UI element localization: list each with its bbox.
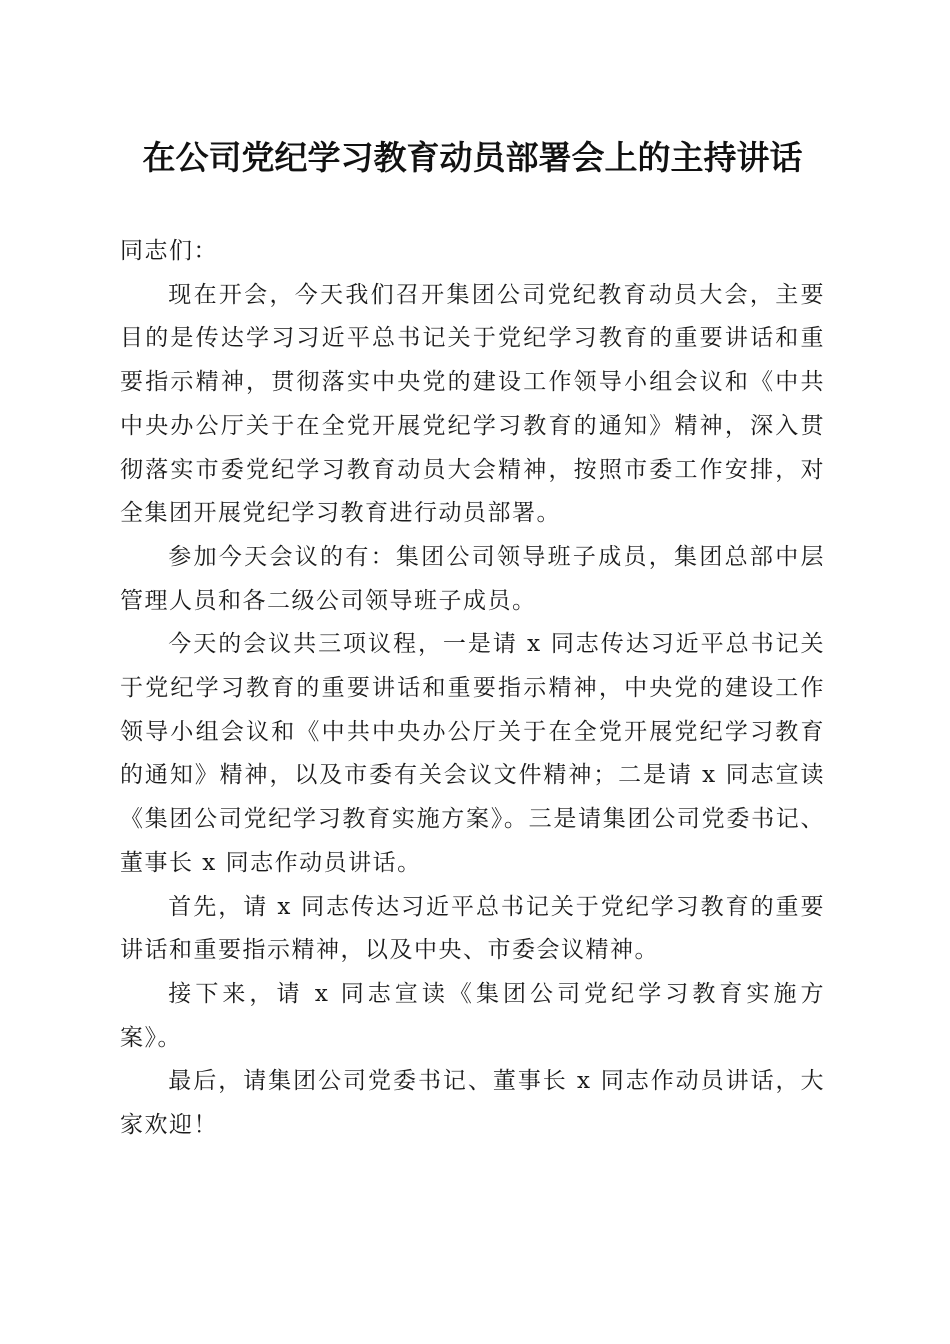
paragraph-opening: 现在开会，今天我们召开集团公司党纪教育动员大会，主要目的是传达学习习近平总书记关于党纪学习教育的重要讲话和重要指示精神，贯彻落实中央党的建设工作领导小组会议和《中共中央办公厅关于在全党开展党纪学习教育的通知》精神，深入贯彻落实市委党纪学习教育动员大会精神，按照市委工作安排，对全集团开展党纪学习教育进行动员部署。	[120, 281, 825, 527]
paragraph-first: 首先，请 x 同志传达习近平总书记关于党纪学习教育的重要讲话和重要指示精神，以及中央、市委会议精神。	[120, 893, 825, 964]
paragraph-attendees: 参加今天会议的有：集团公司领导班子成员，集团总部中层管理人员和各二级公司领导班子成员。	[120, 543, 825, 614]
document-body	[120, 230, 825, 1148]
document-title: 在公司党纪学习教育动员部署会上的主持讲话	[142, 138, 803, 177]
paragraph-last: 最后，请集团公司党委书记、董事长 x 同志作动员讲话，大家欢迎！	[120, 1068, 825, 1139]
paragraph-next: 接下来，请 x 同志宣读《集团公司党纪学习教育实施方案》。	[120, 980, 825, 1051]
paragraph-agenda: 今天的会议共三项议程，一是请 x 同志传达习近平总书记关于党纪学习教育的重要讲话和重要指示精神，中央党的建设工作领导小组会议和《中共中央办公厅关于在全党开展党纪学习教育的通知》精神，以及市委有关会议文件精神；二是请 x 同志宣读《集团公司党纪学习教育实施方案》。三是请集团公司党委书记、董事长 x 同志作动员讲话。	[120, 631, 825, 876]
salutation: 同志们：	[120, 238, 218, 264]
